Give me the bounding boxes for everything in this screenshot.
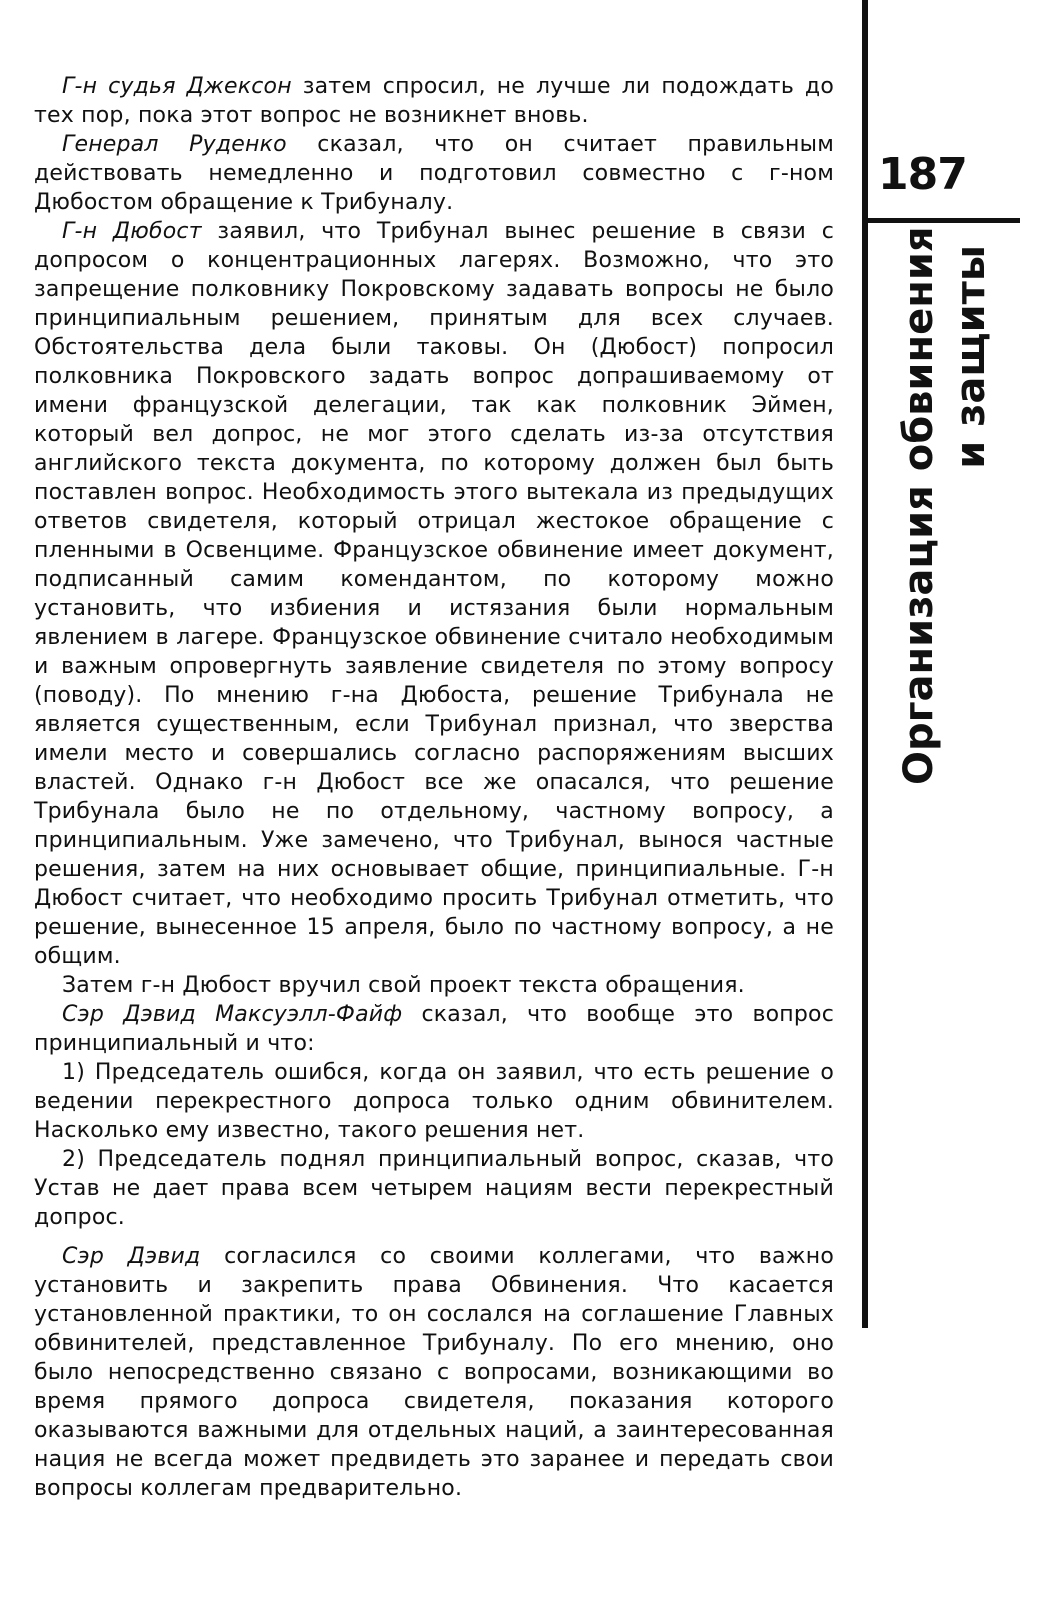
paragraph-text: 2) Председатель поднял принципиальный вопрос, сказав, что Устав не дает права всем четырем нациям вести перекрестный допрос. [34, 1147, 834, 1230]
vertical-rule [862, 0, 868, 1328]
paragraph-text: согласился со своими коллегами, что важно установить и закрепить права Обвинения. Что касается установленной практики, то он сослался на соглашение Главных обвинителей, представленное Трибуналу. По его мнению, оно было непосредственно связано с вопросами, возникающими во время прямого допроса свидетеля, показания которого оказываются важными для отдельных наций, а заинтересованная нация не всегда может предвидеть это заранее и передать свои вопросы коллегам предварительно. [34, 1244, 834, 1501]
speaker-name: Г-н Дюбост [62, 219, 202, 244]
paragraph-maxwell-fyfe [34, 1000, 834, 1058]
running-head [893, 226, 1003, 785]
paragraph-sir-david [34, 1242, 834, 1503]
paragraph-dubost-draft [34, 971, 834, 1000]
running-head-line1: Организация обвинения [896, 226, 942, 785]
speaker-name: Сэр Дэвид Максуэлл-Файф [62, 1002, 403, 1027]
paragraph-text: заявил, что Трибунал вынес решение в связи с допросом о концентрационных лагерях. Возможно, что это запрещение полковнику Покровскому задавать вопросы не было принципиальным решением, принятым для всех случаев. Обстоятельства дела были таковы. Он (Дюбост) попросил полковника Покровского задать вопрос допрашиваемому от имени французской делегации, так как полковник Эймен, который вел допрос, не мог этого сделать из-за отсутствия английского текста документа, по которому должен был быть поставлен вопрос. Необходимость этого вытекала из предыдущих ответов свидетеля, который отрицал жестокое обращение с пленными в Освенциме. Французское обвинение имеет документ, подписанный самим комендантом, по которому можно установить, что избиения и истязания были нормальным явлением в лагере. Французское обвинение считало необходимым и важным опровергнуть заявление свидетеля по этому вопросу (поводу). По мнению г-на Дюбоста, решение Трибунала не является существенным, если Трибунал признал, что зверства имели место и совершались согласно распоряжениям высших властей. Однако г-н Дюбост все же опасался, что решение Трибунала было не по отдельному, частному вопросу, а принципиальным. Уже замечено, что Трибунал, вынося частные решения, затем на них основывает общие, принципиальные. Г-н Дюбост считает, что необходимо просить Трибунал отметить, что решение, вынесенное 15 апреля, было по частному вопросу, а не общим. [34, 219, 835, 969]
speaker-name: Генерал Руденко [62, 132, 287, 157]
speaker-name: Г-н судья Джексон [62, 74, 292, 99]
paragraph-text: Затем г-н Дюбост вручил свой проект текста обращения. [62, 973, 745, 998]
paragraph-text: сказал, что он считает правильным действовать немедленно и подготовил совместно с г-ном Дюбостом обращение к Трибуналу. [34, 132, 834, 215]
paragraph-text: 1) Председатель ошибся, когда он заявил, что есть решение о ведении перекрестного допроса только одним обвинителем. Насколько ему известно, такого решения нет. [34, 1060, 834, 1143]
paragraph-point-1 [34, 1058, 834, 1145]
paragraph-text: сказал, что вообще это вопрос принципиальный и что: [34, 1002, 834, 1056]
paragraph-point-2 [34, 1145, 834, 1232]
running-head-line2: и защиты [948, 245, 994, 469]
speaker-name: Сэр Дэвид [62, 1244, 201, 1269]
paragraph-rudenko [34, 130, 834, 217]
paragraph-jackson [34, 72, 834, 130]
horizontal-rule [862, 218, 1020, 223]
page-number: 187 [878, 149, 967, 200]
paragraph-text: затем спросил, не лучше ли подождать до тех пор, пока этот вопрос не возникнет вновь. [34, 74, 835, 128]
body-text [34, 72, 834, 1503]
paragraph-dubost [34, 217, 834, 971]
